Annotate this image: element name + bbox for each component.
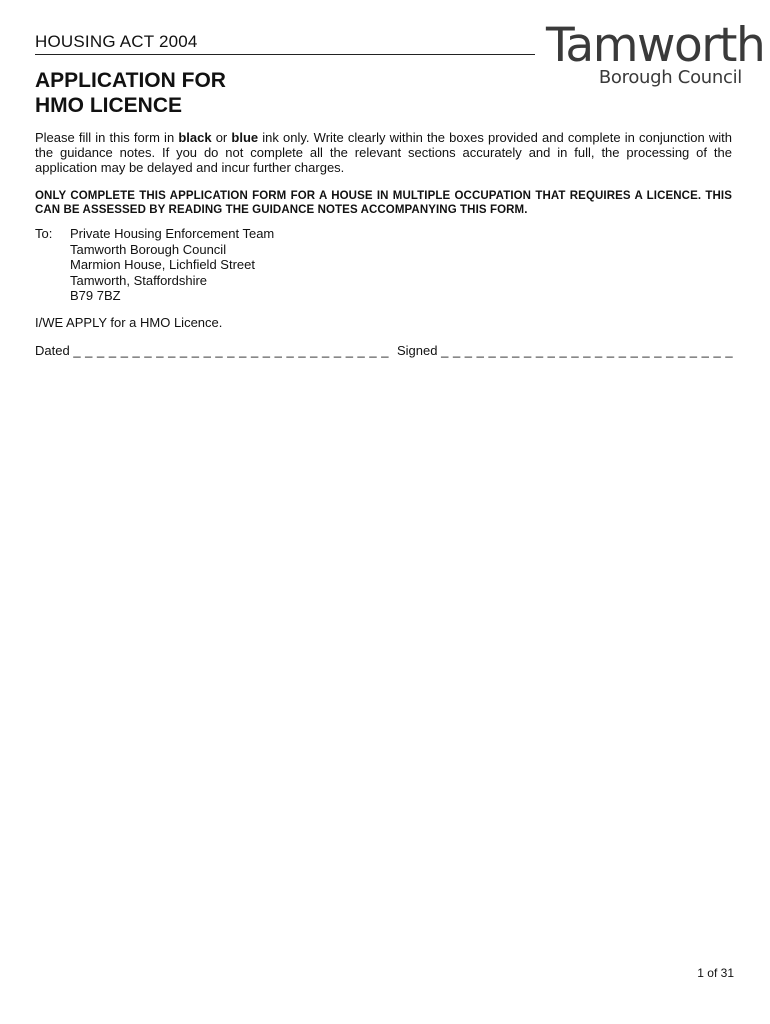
form-title	[35, 68, 226, 118]
act-heading: HOUSING ACT 2004	[35, 32, 535, 55]
dated-row	[35, 343, 389, 359]
to-label: To:	[35, 226, 53, 241]
council-logo	[546, 18, 765, 88]
address-line: B79 7BZ	[70, 288, 121, 304]
address-lines	[70, 226, 274, 304]
signed-label: Signed	[397, 343, 438, 358]
form-title-line-2: HMO LICENCE	[35, 94, 182, 117]
intro-text-1: Please fill in this form in	[35, 130, 179, 145]
dated-field[interactable]: _ _ _ _ _ _ _ _ _ _ _ _ _ _ _ _ _ _ _ _ _ _ _ _ _ _ _	[73, 343, 389, 358]
signed-row	[397, 343, 733, 359]
intro-text-2: ink only. Write clearly within the boxes provided and complete in conjunction with the guidance notes. If you do not complete all the relevant sections accurately and in full, the processing of the application may be delayed and incur further charges.	[35, 130, 732, 175]
logo-main-text: Tamworth	[546, 18, 765, 73]
address-line: Tamworth, Staffordshire	[70, 272, 208, 288]
intro-blue: blue	[231, 130, 259, 145]
intro-black: black	[178, 130, 212, 145]
address-line: Tamworth Borough Council	[70, 241, 227, 257]
intro-or: or	[211, 130, 232, 145]
eligibility-warning: ONLY COMPLETE THIS APPLICATION FORM FOR A HOUSE IN MULTIPLE OCCUPATION THAT REQUIRES A LICENCE. THIS CAN BE ASSESSED BY READING THE GUIDANCE NOTES ACCOMPANYING THIS FORM.	[35, 190, 732, 216]
signed-field[interactable]: _ _ _ _ _ _ _ _ _ _ _ _ _ _ _ _ _ _ _ _ _ _ _ _ _	[441, 343, 734, 358]
form-title-line-1: APPLICATION FOR	[35, 69, 226, 92]
page-number: 1 of 31	[697, 966, 734, 980]
intro-paragraph	[35, 130, 732, 175]
dated-label: Dated	[35, 343, 70, 358]
apply-statement: I/WE APPLY for a HMO Licence.	[35, 315, 223, 330]
logo-sub-text: Borough Council	[598, 67, 742, 88]
address-line: Private Housing Enforcement Team	[70, 226, 275, 241]
address-line: Marmion House, Lichfield Street	[70, 257, 255, 273]
